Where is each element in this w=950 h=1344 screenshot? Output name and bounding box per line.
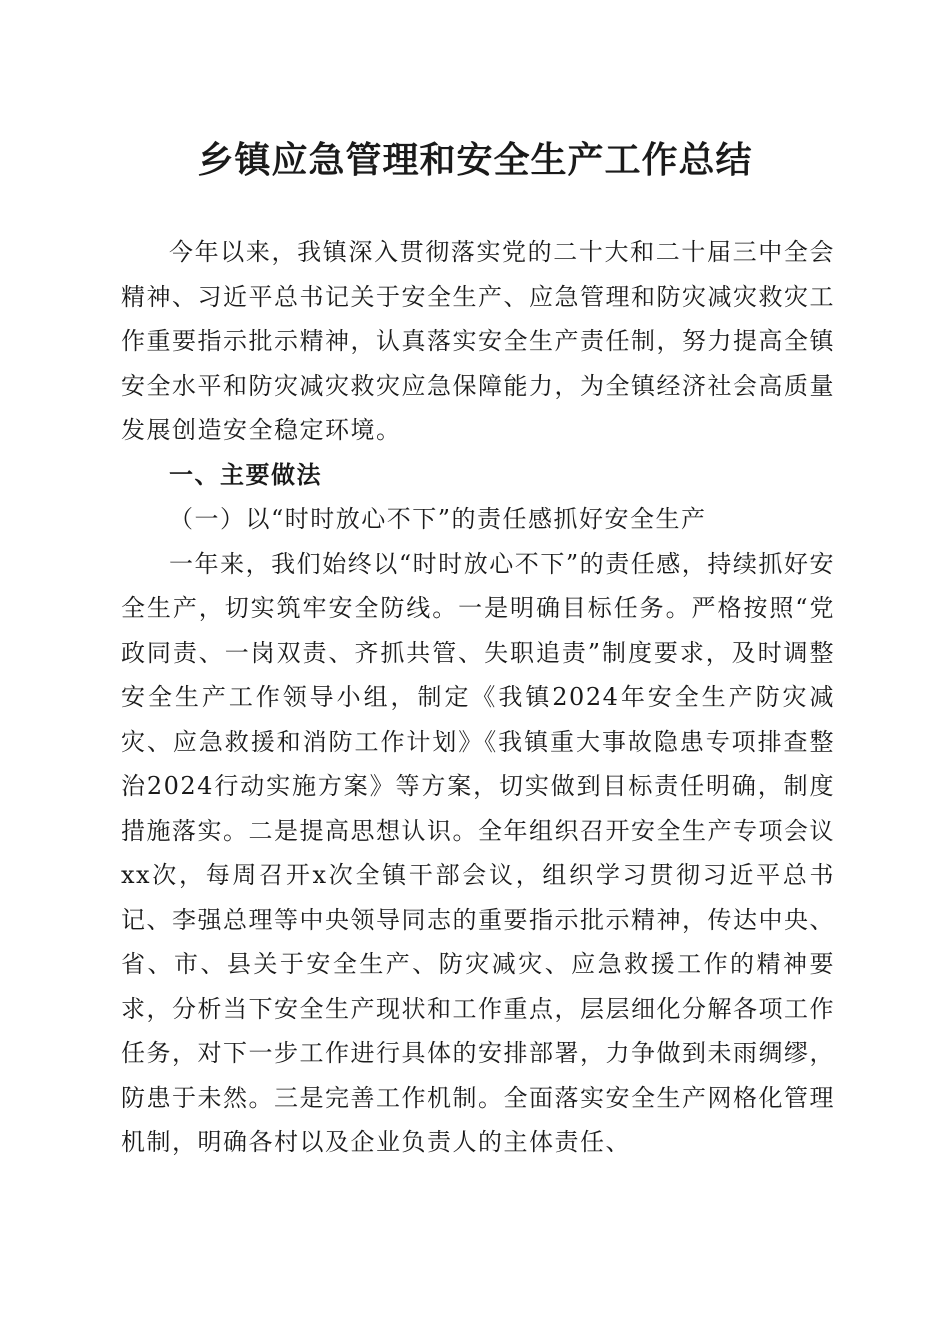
document-body: [121, 230, 835, 1165]
subsection-heading-safety-production: （一）以“时时放心不下”的责任感抓好安全生产: [169, 505, 707, 533]
subsection-body-paragraph: 一年来，我们始终以“时时放心不下”的责任感，持续抓好安全生产，切实筑牢安全防线。一是明确目标任务。严格按照“党政同责、一岗双责、齐抓共管、失职追责”制度要求，及时调整安全生产工作领导小组，制定《我镇2024年安全生产防灾减灾、应急救援和消防工作计划》《我镇重大事故隐患专项排查整治2024行动实施方案》等方案，切实做到目标责任明确，制度措施落实。二是提高思想认识。全年组织召开安全生产专项会议xx次，每周召开x次全镇干部会议，组织学习贯彻习近平总书记、李强总理等中央领导同志的重要指示批示精神，传达中央、省、市、县关于安全生产、防灾减灾、应急救援工作的精神要求，分析当下安全生产现状和工作重点，层层细化分解各项工作任务，对下一步工作进行具体的安排部署，力争做到未雨绸缪，防患于未然。三是完善工作机制。全面落实安全生产网格化管理机制，明确各村以及企业负责人的主体责任、: [121, 549, 835, 1156]
section-heading-main-practices: 一、主要做法: [169, 460, 322, 489]
document-title: 乡镇应急管理和安全生产工作总结: [197, 139, 753, 181]
intro-paragraph: 今年以来，我镇深入贯彻落实党的二十大和二十届三中全会精神、习近平总书记关于安全生产、应急管理和防灾减灾救灾工作重要指示批示精神，认真落实安全生产责任制，努力提高全镇安全水平和防灾减灾救灾应急保障能力，为全镇经济社会高质量发展创造安全稳定环境。: [121, 238, 835, 444]
